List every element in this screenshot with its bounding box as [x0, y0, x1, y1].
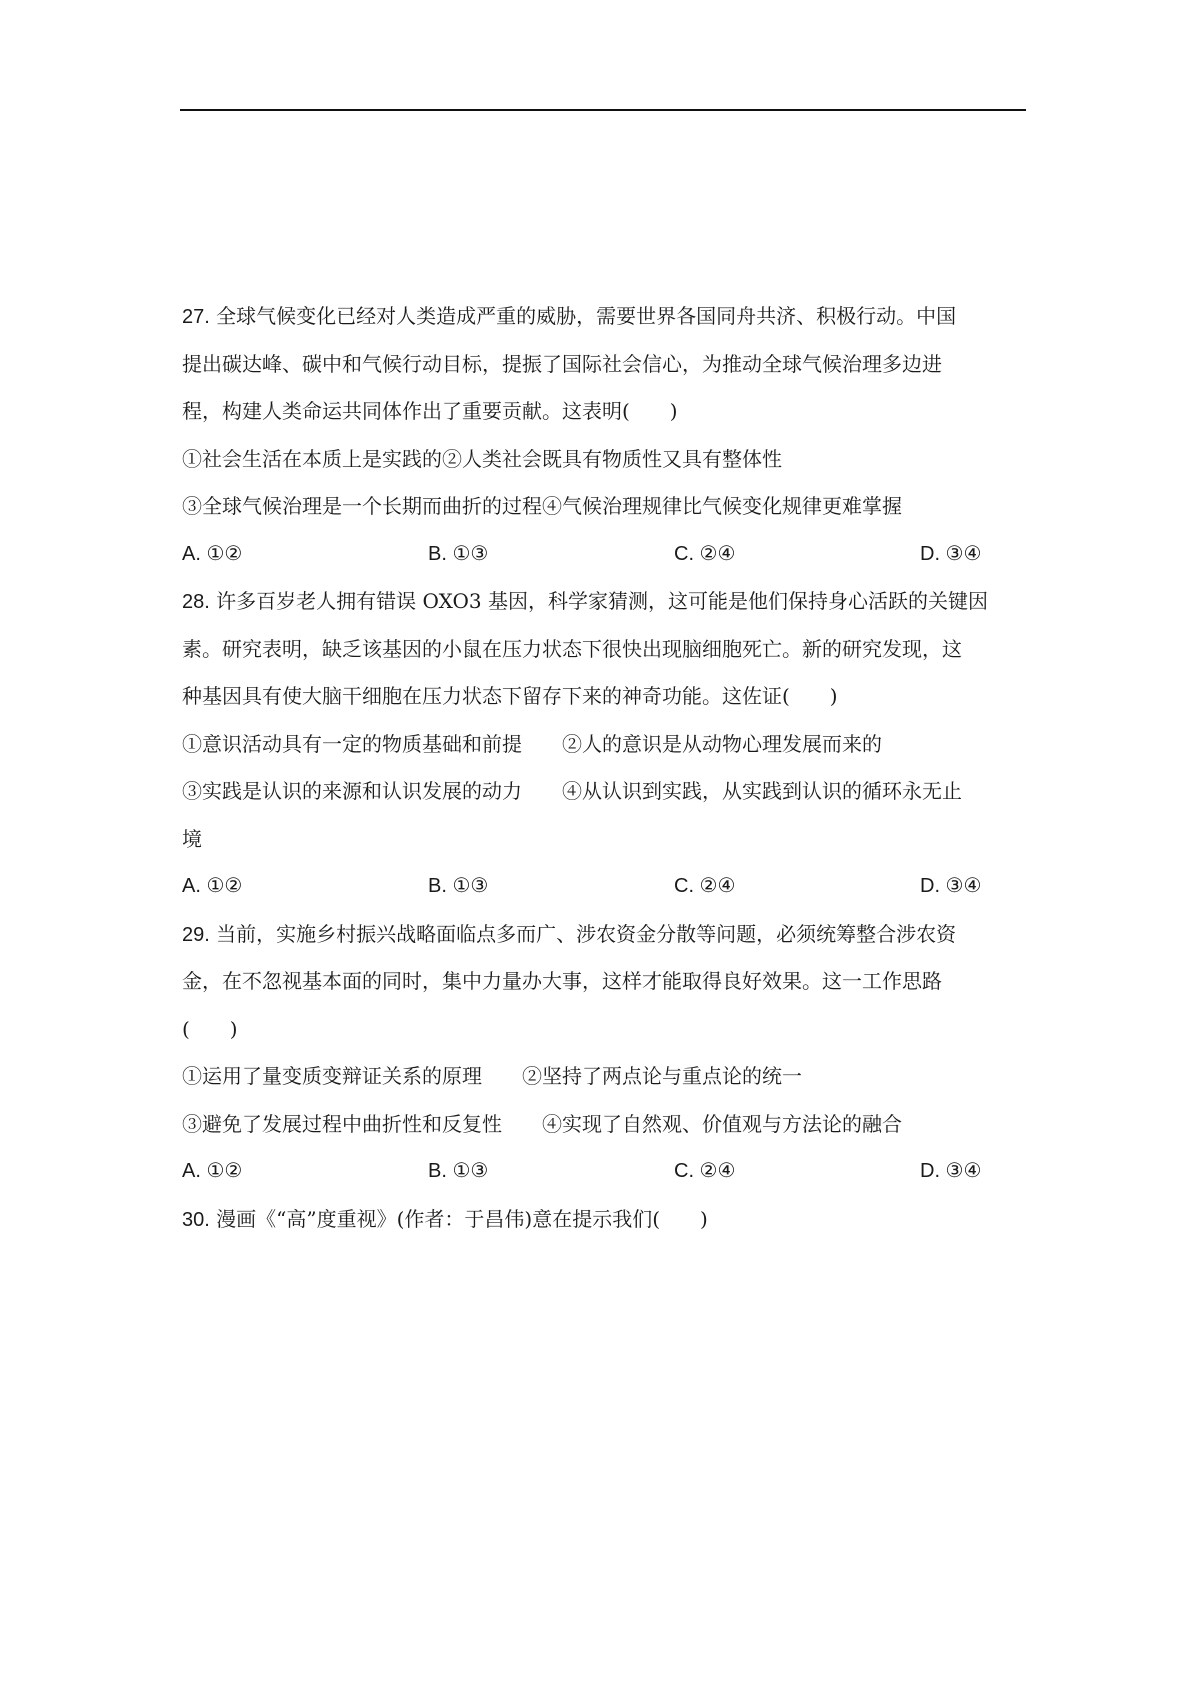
statement-2: ②人的意识是从动物心理发展而来的: [562, 731, 882, 756]
option-b[interactable]: B. ①③: [428, 542, 489, 565]
question-28-options: [182, 863, 1032, 911]
question-number: 30.: [182, 1208, 210, 1231]
statement-4: ④从认识到实践，从实践到认识的循环永无止: [562, 779, 962, 803]
question-28-statement-continuation: 境: [182, 826, 202, 851]
stem-text: 当前，实施乡村振兴战略面临点多而广、涉农资金分散等问题，必须统筹整合涉农资: [216, 921, 957, 946]
option-c[interactable]: C. ②④: [674, 1160, 736, 1182]
question-28-stem-line-1: [182, 578, 1032, 626]
stem-text: 许多百岁老人拥有错误 OXO3 基因，科学家猜测，这可能是他们保持身心活跃的关键因: [216, 589, 988, 613]
question-27-options: [182, 531, 1032, 579]
statement-4: ④实现了自然观、价值观与方法论的融合: [542, 1111, 902, 1136]
option-b[interactable]: B. ①③: [428, 875, 489, 897]
question-29-stem-line-2: 金，在不忽视基本面的同时，集中力量办大事，这样才能取得良好效果。这一工作思路: [182, 969, 942, 993]
stem-text: 全球气候变化已经对人类造成严重的威胁，需要世界各国同舟共济、积极行动。中国: [216, 304, 957, 328]
question-27-stem-line-3: 程，构建人类命运共同体作出了重要贡献。这表明( ): [182, 399, 678, 423]
question-29-statement-row-1: [182, 1053, 1032, 1101]
option-a[interactable]: A. ①②: [182, 542, 243, 565]
option-d[interactable]: D. ③④: [920, 542, 982, 565]
statement-1: ①意识活动具有一定的物质基础和前提: [182, 731, 522, 756]
question-28-stem-line-2: 素。研究表明，缺乏该基因的小鼠在压力状态下很快出现脑细胞死亡。新的研究发现，这: [182, 636, 962, 661]
question-number: 27.: [182, 306, 210, 328]
question-list: [182, 293, 1032, 1243]
question-27-stem-line-2: 提出碳达峰、碳中和气候行动目标，提振了国际社会信心，为推动全球气候治理多边进: [182, 351, 942, 376]
statement-3: ③避免了发展过程中曲折性和反复性: [182, 1111, 502, 1136]
option-d[interactable]: D. ③④: [920, 875, 982, 897]
statement-3: ③实践是认识的来源和认识发展的动力: [182, 779, 522, 803]
header-rule: [180, 109, 1026, 111]
statement-2: ②坚持了两点论与重点论的统一: [522, 1064, 802, 1088]
question-number: 29.: [182, 923, 210, 946]
question-29-options: [182, 1148, 1032, 1196]
stem-text: 漫画《“高”度重视》(作者：于昌伟)意在提示我们( ): [216, 1206, 708, 1231]
question-30-stem-line-1: [182, 1196, 1032, 1244]
statement-1: ①运用了量变质变辩证关系的原理: [182, 1064, 482, 1088]
question-number: 28.: [182, 591, 210, 613]
option-a[interactable]: A. ①②: [182, 1160, 243, 1182]
question-29-stem-line-3: ( ): [182, 1016, 238, 1041]
question-27-statement-2: ③全球气候治理是一个长期而曲折的过程④气候治理规律比气候变化规律更难掌握: [182, 494, 902, 518]
question-28-statement-row-1: [182, 721, 1032, 769]
question-27-statement-1: ①社会生活在本质上是实践的②人类社会既具有物质性又具有整体性: [182, 446, 782, 471]
option-b[interactable]: B. ①③: [428, 1160, 489, 1182]
option-d[interactable]: D. ③④: [920, 1160, 982, 1182]
question-28-stem-line-3: 种基因具有使大脑干细胞在压力状态下留存下来的神奇功能。这佐证( ): [182, 684, 838, 708]
option-c[interactable]: C. ②④: [674, 875, 736, 897]
option-a[interactable]: A. ①②: [182, 875, 243, 897]
question-28-statement-row-2: [182, 768, 1032, 816]
question-29-statement-row-2: [182, 1101, 1032, 1149]
question-27-stem-line-1: [182, 293, 1032, 341]
question-29-stem-line-1: [182, 911, 1032, 959]
option-c[interactable]: C. ②④: [674, 542, 736, 565]
